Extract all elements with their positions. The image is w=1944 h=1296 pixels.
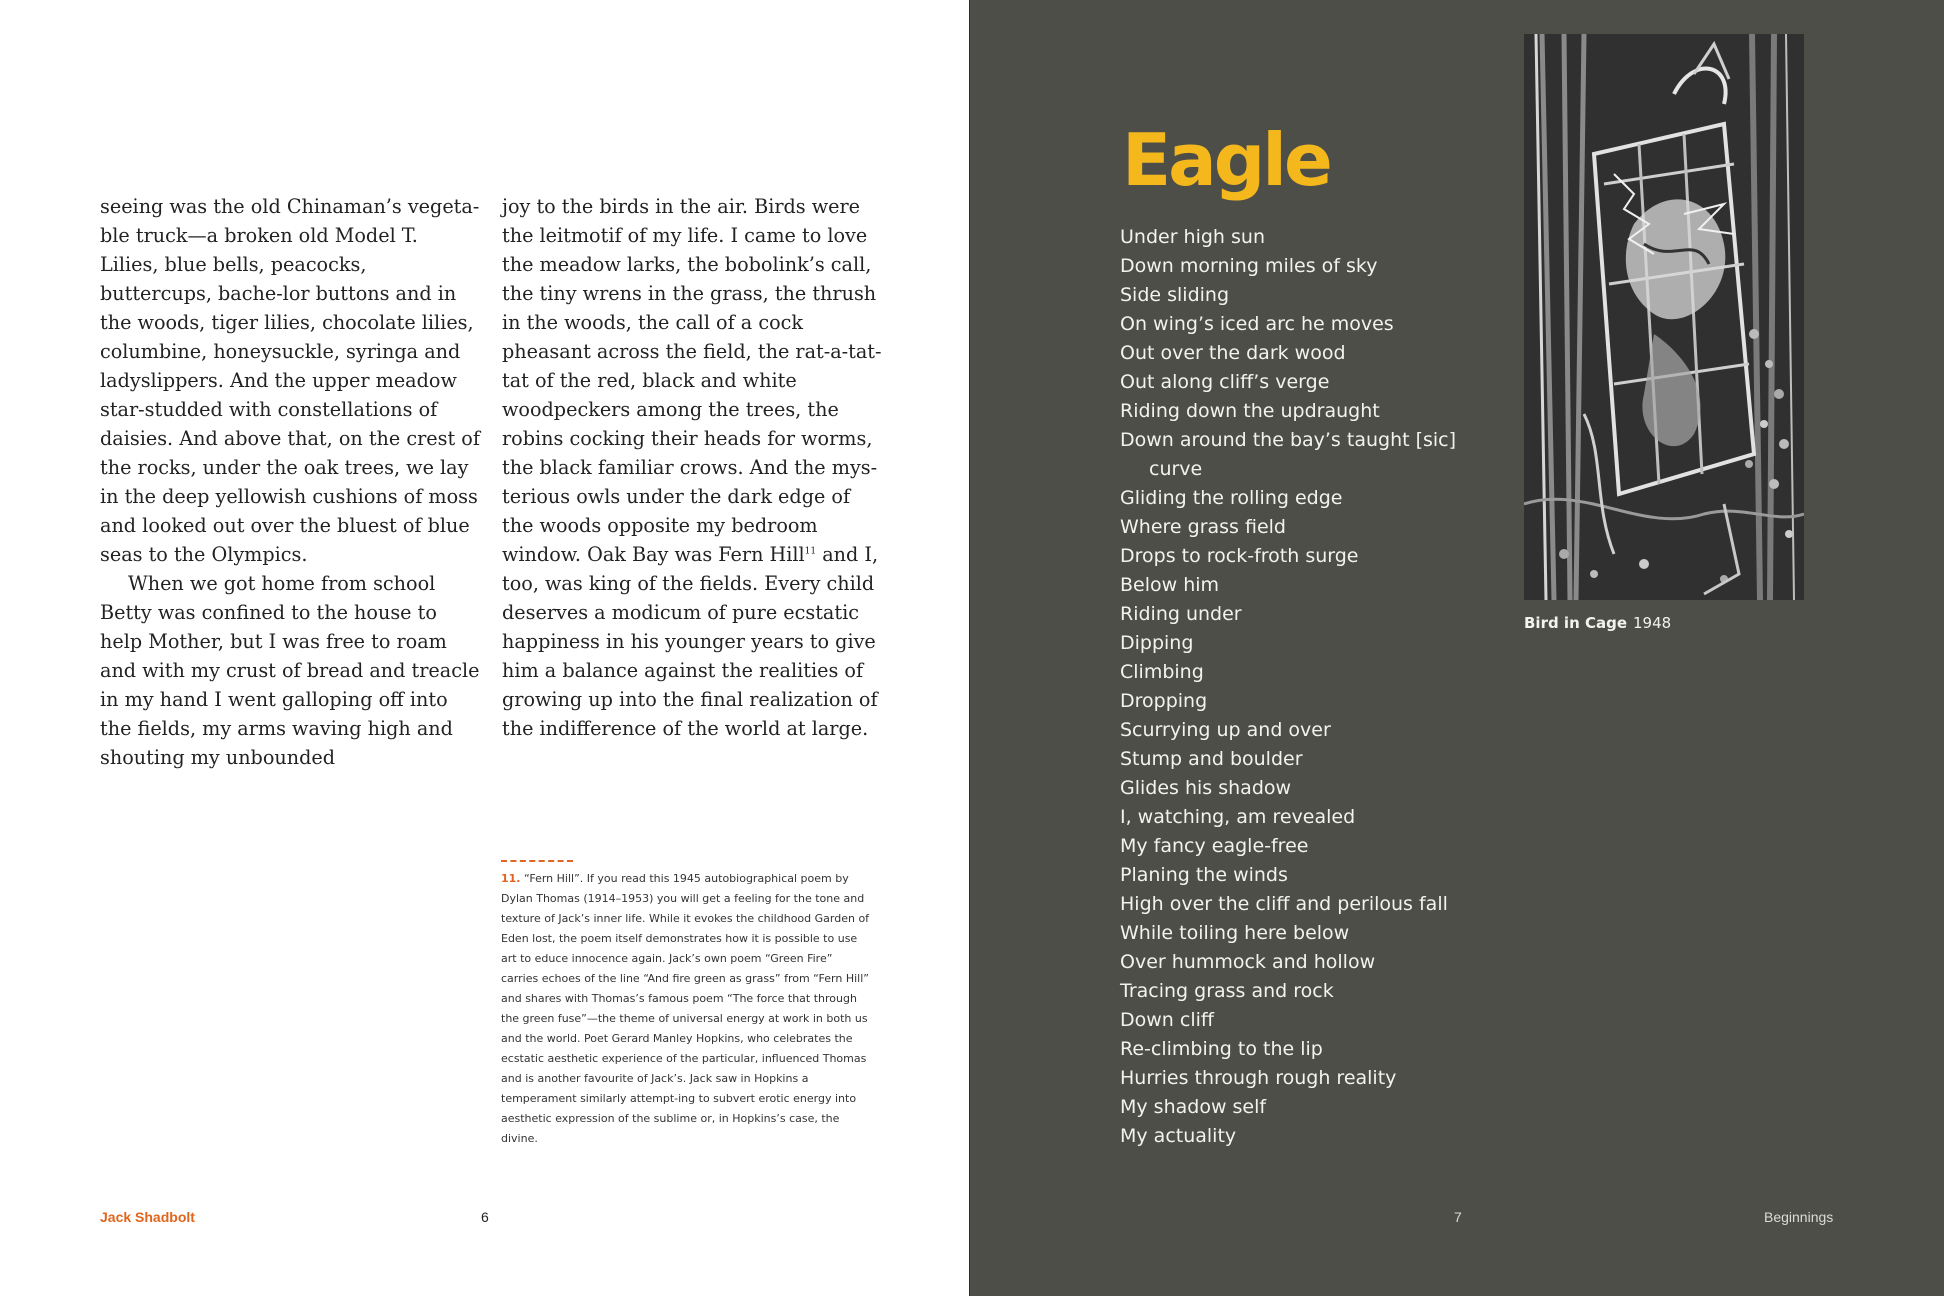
- body-text: joy to the birds in the air. Birds were the leitmotif of my life. I came to love the meadow larks, the bobolink’s call, the tiny wrens in the grass, the thrush in the woods, the call of a cock pheasant across the field, the rat-a-tat-tat of the red, black and white woodpeckers among the trees, the robins cocking their heads for worms, the black familiar crows. And the mys-terious owls under the dark edge of the woods opposite my bedroom window. Oak Bay was Fern Hill: [502, 195, 882, 566]
- poem-line: Below him: [1120, 574, 1220, 596]
- bird-in-cage-drawing: [1524, 34, 1804, 600]
- poem-line: Drops to rock-froth surge: [1120, 545, 1359, 567]
- poem-line: Where grass field: [1120, 516, 1286, 538]
- body-column-1: [100, 192, 480, 772]
- poem-line: My shadow self: [1120, 1096, 1267, 1118]
- poem-line: Hurries through rough reality: [1120, 1067, 1397, 1089]
- poem-line: Re-climbing to the lip: [1120, 1038, 1323, 1060]
- poem-line: While toiling here below: [1120, 922, 1350, 944]
- artwork-title: Bird in Cage: [1524, 614, 1628, 632]
- poem-line: Glides his shadow: [1120, 777, 1292, 799]
- artwork-image: [1524, 34, 1804, 600]
- poem-line: I, watching, am revealed: [1120, 806, 1356, 828]
- body-text: and I, too, was king of the fields. Every child deserves a modicum of pure ecstatic happiness in his younger years to give him a balance against the realities of growing up into the final realization of the indifference of the world at large.: [502, 543, 879, 740]
- poem-line: High over the cliff and perilous fall: [1120, 893, 1448, 915]
- poem-body: [1120, 223, 1500, 1151]
- page-number: 6: [481, 1209, 489, 1225]
- poem-line: Down morning miles of sky: [1120, 255, 1378, 277]
- poem-line: Under high sun: [1120, 226, 1265, 248]
- poem-line: Planing the winds: [1120, 864, 1288, 886]
- footnote-reference[interactable]: 11: [804, 546, 817, 557]
- poem-line: Dropping: [1120, 690, 1208, 712]
- poem-line: curve: [1149, 458, 1203, 480]
- poem-line: Dipping: [1120, 632, 1194, 654]
- poem-line: Tracing grass and rock: [1120, 980, 1334, 1002]
- body-column-2: [502, 192, 882, 743]
- artwork-year: 1948: [1633, 614, 1672, 632]
- poem-line: My actuality: [1120, 1125, 1237, 1147]
- body-paragraph: When we got home from school Betty was confined to the house to help Mother, but I was free to roam and with my crust of bread and treacle in my hand I went galloping off into the fields, my arms waving high and shouting my unbounded: [100, 572, 480, 769]
- running-footer-author: Jack Shadbolt: [100, 1209, 195, 1225]
- body-paragraph: [502, 192, 882, 743]
- right-page: [970, 0, 1944, 1296]
- poem-line: Out along cliff’s verge: [1120, 371, 1330, 393]
- poem-line: Riding under: [1120, 603, 1242, 625]
- poem-line: Side sliding: [1120, 284, 1230, 306]
- poem-line: My fancy eagle-free: [1120, 835, 1309, 857]
- poem-line: Scurrying up and over: [1120, 719, 1331, 741]
- poem-line: Gliding the rolling edge: [1120, 487, 1343, 509]
- poem-line: Down around the bay’s taught [sic]: [1120, 429, 1457, 451]
- poem-line: Riding down the updraught: [1120, 400, 1380, 422]
- poem-line: Down cliff: [1120, 1009, 1214, 1031]
- artwork-caption: [1524, 614, 1671, 632]
- running-footer-section: Beginnings: [1764, 1209, 1834, 1225]
- poem-title: Eagle: [1122, 118, 1330, 202]
- poem-line: Stump and boulder: [1120, 748, 1303, 770]
- footnote: [501, 860, 873, 1149]
- poem-line: On wing’s iced arc he moves: [1120, 313, 1394, 335]
- footnote-divider: [501, 860, 573, 862]
- left-page: [0, 0, 970, 1296]
- poem-line: Climbing: [1120, 661, 1204, 683]
- poem-line: Over hummock and hollow: [1120, 951, 1376, 973]
- body-paragraph: seeing was the old Chinaman’s vegeta-ble truck—a broken old Model T. Lilies, blue bells, peacocks, buttercups, bache-lor buttons and in the woods, tiger lilies, chocolate lilies, columbine, honeysuckle, syringa and ladyslippers. And the upper meadow star-studded with constellations of daisies. And above that, on the crest of the rocks, under the oak trees, we lay in the deep yellowish cushions of moss and looked out over the bluest of blue seas to the Olympics.: [100, 195, 480, 566]
- poem-line: Out over the dark wood: [1120, 342, 1346, 364]
- footnote-number: 11.: [501, 872, 521, 885]
- page-number: 7: [1454, 1209, 1462, 1225]
- footnote-text: “Fern Hill”. If you read this 1945 autobiographical poem by Dylan Thomas (1914–1953) you will get a feeling for the tone and texture of Jack’s inner life. While it evokes the childhood Garden of Eden lost, the poem itself demonstrates how it is possible to use art to educe innocence again. Jack’s own poem “Green Fire” carries echoes of the line “And fire green as grass” from “Fern Hill” and shares with Thomas’s famous poem “The force that through the green fuse”—the theme of universal energy at work in both us and the world. Poet Gerard Manley Hopkins, who celebrates the ecstatic aesthetic experience of the particular, influenced Thomas and is another favourite of Jack’s. Jack saw in Hopkins a temperament similarly attempt-ing to subvert erotic energy into aesthetic expression of the sublime or, in Hopkins’s case, the divine.: [501, 872, 870, 1145]
